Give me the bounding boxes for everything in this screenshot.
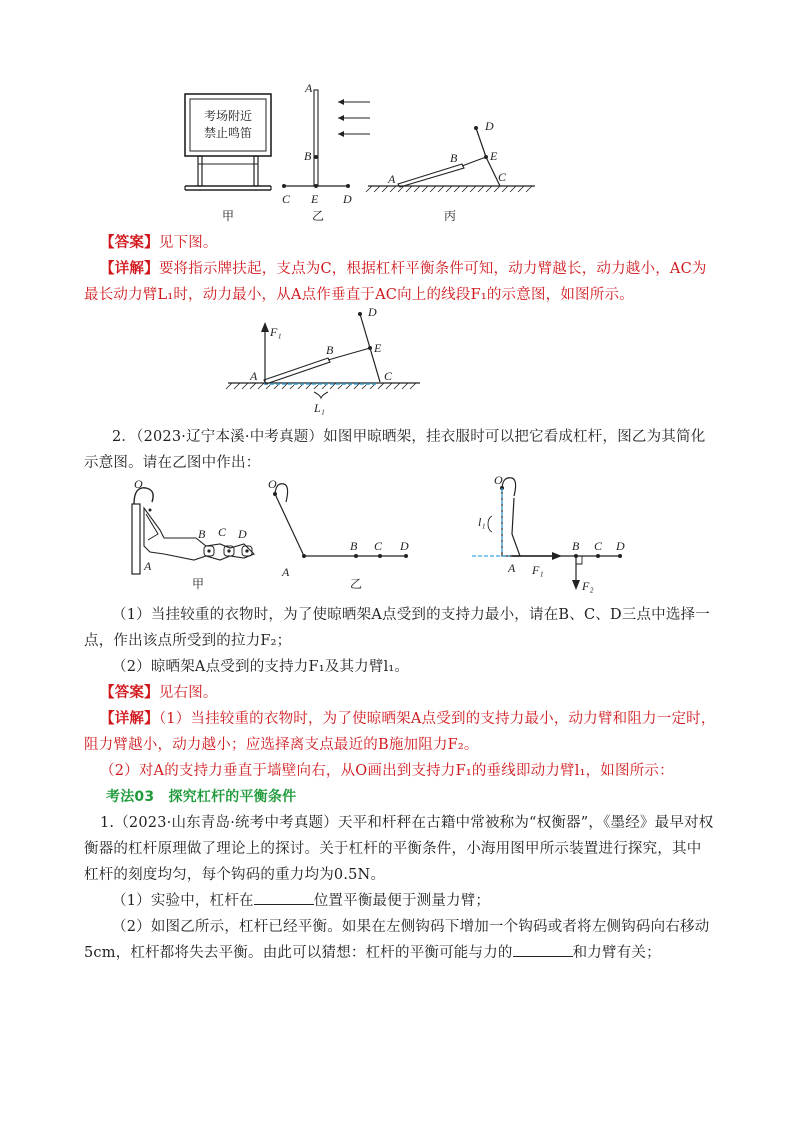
sign-line-1: 考场附近 (204, 109, 253, 123)
figure-2 (220, 300, 450, 420)
label-C-yi: C (282, 192, 291, 206)
answer-blank-2[interactable] (513, 940, 573, 957)
detail-text-2b: （2）对A的支持力垂直于墙壁向右，从O画出到支持力F₁的垂线即动力臂l₁，如图所示： (100, 763, 674, 779)
label-B: B (326, 343, 334, 357)
answer-text-2: 见右图。 (158, 685, 218, 701)
answer-text: 见下图。 (158, 235, 218, 251)
label-C-jia: C (218, 525, 227, 539)
q2-sub2-text: （2）晾晒架A点受到的支持力F₁及其力臂l₁。 (112, 659, 410, 675)
label-B-jia: B (198, 527, 206, 541)
section-title: 考法03 探究杠杆的平衡条件 (106, 789, 297, 805)
label-C-yi2: C (374, 539, 383, 553)
label-A-yi2: A (282, 565, 290, 579)
q3-sub1-b: 位置平衡最便于测量力臂； (313, 893, 491, 909)
q2-sub1 (84, 602, 716, 654)
q2-detail-2 (84, 758, 716, 784)
figure-3 (120, 474, 650, 604)
label-C-bing: C (498, 170, 507, 184)
detail-text-2: （1）当挂较重的衣物时，为了使晾晒架A点受到的支持力最小，动力臂和阻力一定时，阻力臂越小，动力越小；应选择离支点最近的B施加阻力F₂。 (84, 711, 716, 753)
label-C: C (384, 369, 393, 383)
label-O-jia: O (134, 477, 143, 491)
label-A-yi: A (305, 81, 313, 95)
q2-stem-text: 2．（2023·辽宁本溪·中考真题）如图甲晾晒架，挂衣服时可以把它看成杠杆，图乙为其简化示意图。请在乙图中作出： (84, 429, 706, 471)
label-D-yi: D (343, 192, 352, 206)
label-l1: l₁ (478, 515, 486, 529)
diagram-yi (282, 90, 370, 188)
section-heading (106, 784, 738, 810)
detail-text: 要将指示牌扶起，支点为C，根据杠杆平衡条件可知，动力臂越长，动力越小，AC为最长动力臂L₁时，动力最小，从A点作垂直于AC向上的线段F₁的示意图，如图所示。 (84, 261, 707, 303)
label-B-bing: B (450, 151, 458, 165)
q3-sub1 (84, 888, 716, 914)
caption-yi-2: 乙 (350, 577, 363, 591)
label-C-ans: C (594, 539, 603, 553)
q3-sub1-a: （1）实验中，杠杆在 (112, 893, 254, 909)
label-B-yi2: B (350, 539, 358, 553)
label-E-yi: E (311, 192, 319, 206)
label-O-yi: O (268, 477, 277, 491)
q2-answer (100, 680, 732, 706)
caption-yi: 乙 (312, 209, 325, 223)
label-O-ans: O (494, 474, 503, 487)
q3-sub2-a: （2）如图乙所示，杠杆已经平衡。如果在左侧钩码下增加一个钩码或者将左侧钩码向右移动5cm，杠杆都将失去平衡。由此可以猜想：杠杆的平衡可能与力的 (84, 919, 710, 961)
answer-tag: 【答案】 (100, 234, 159, 251)
label-F1: F₁ (270, 325, 282, 339)
label-A-bing: A (388, 172, 396, 186)
q3-stem (84, 810, 716, 888)
sign-line-2: 禁止鸣笛 (204, 126, 253, 140)
q2-sub2 (84, 654, 716, 680)
label-D-jia: D (238, 527, 247, 541)
label-F1-ans: F₁ (532, 563, 544, 577)
label-A-ans: A (508, 561, 516, 575)
label-D-bing: D (485, 119, 494, 133)
label-A: A (250, 369, 258, 383)
caption-jia: 甲 (222, 209, 235, 223)
caption-jia-2: 甲 (192, 577, 205, 591)
detail-tag-2: 【详解】 (100, 710, 159, 727)
label-D-yi2: D (400, 539, 409, 553)
label-D: D (368, 305, 377, 319)
label-E: E (374, 341, 382, 355)
q3-sub2 (84, 914, 716, 966)
q2-sub1-text: （1）当挂较重的衣物时，为了使晾晒架A点受到的支持力最小，请在B、C、D三点中选择一点，作出该点所受到的拉力F₂； (84, 607, 710, 649)
answer-blank-1[interactable] (254, 888, 314, 905)
label-L1: L₁ (314, 401, 325, 415)
label-E-bing: E (490, 149, 498, 163)
label-B-yi: B (304, 149, 312, 163)
label-D-ans: D (616, 539, 625, 553)
detail-tag: 【详解】 (100, 260, 159, 277)
simplified-rack-yi (273, 484, 408, 558)
caption-bing: 丙 (444, 209, 457, 223)
label-A-jia: A (144, 559, 152, 573)
force-diagram-answer (226, 312, 420, 398)
label-B-ans: B (572, 539, 580, 553)
q3-stem-text: 1.（2023·山东青岛·统考中考真题）天平和杆秤在古籍中常被称为“权衡器”，《墨经》最早对权衡器的杠杆原理做了理论上的探讨。关于杠杆的平衡条件，小海用图甲所示装置进行探究，其中杠杆的刻度均匀，每个钩码的重力均为0.5N。 (84, 815, 714, 883)
q1-answer (100, 230, 732, 256)
q2-detail (84, 706, 716, 758)
answer-tag-2: 【答案】 (100, 684, 159, 701)
label-F2-ans: F₂ (582, 579, 594, 593)
figure-1 (180, 80, 560, 230)
q3-sub2-b: 和力臂有关； (572, 945, 661, 961)
q2-stem (84, 424, 716, 476)
answer-rack (472, 478, 622, 590)
